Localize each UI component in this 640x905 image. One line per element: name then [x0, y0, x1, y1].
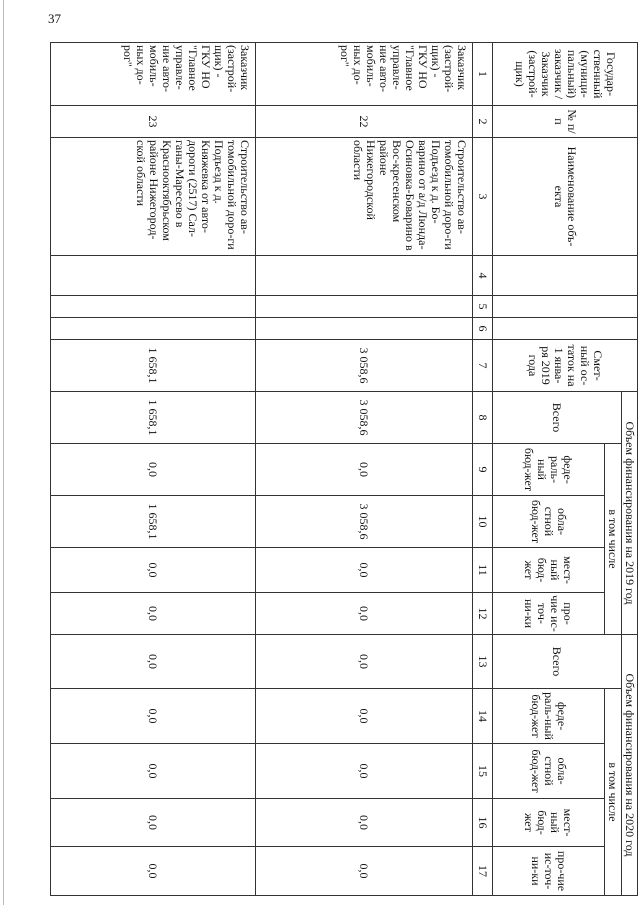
cell-regional-2019: 3 058,6: [255, 496, 472, 548]
col-number: 7: [473, 340, 492, 392]
table-row: [255, 43, 472, 896]
col-number: 17: [473, 847, 492, 896]
cell-local-2019: 0,0: [255, 548, 472, 593]
col-number: 13: [473, 635, 492, 689]
header-ownership: [492, 296, 637, 318]
col-number: 8: [473, 392, 492, 444]
header-incl-2019: в том числе: [605, 444, 621, 635]
cell-federal-2020: 0,0: [51, 689, 256, 744]
col-number: 3: [473, 138, 492, 256]
col-number: 4: [473, 256, 492, 296]
header-district: [492, 256, 637, 296]
header-fin-2019: Объем финансирования на 2019 год: [621, 392, 637, 635]
header-row-1: [621, 43, 637, 896]
cell-district: [255, 256, 472, 296]
col-number: 15: [473, 744, 492, 799]
header-years: [492, 318, 637, 340]
cell-federal-2019: 0,0: [255, 444, 472, 496]
header-other-2020: про-чие ис-точ-ни-ки: [492, 847, 605, 896]
cell-total-2020: 0,0: [255, 635, 472, 689]
rotated-table-container: [50, 42, 638, 895]
cell-num: 23: [51, 106, 256, 138]
cell-total-2019: 3 058,6: [255, 392, 472, 444]
page-number: 37: [48, 11, 61, 26]
financing-table: [50, 42, 638, 896]
cell-num: 22: [255, 106, 472, 138]
col-number: 10: [473, 496, 492, 548]
header-object-name: Наименование объ-екта: [492, 138, 637, 256]
cell-local-2019: 0,0: [51, 548, 256, 593]
cell-object-name: Строительство ав-томобильной доро-ги Подъезд к д. Бо-варино от а/д Люнда-Осиновка-Боварино в Вос-кресенском районе Нижегородской области: [255, 138, 472, 256]
cell-local-2020: 0,0: [51, 799, 256, 847]
cell-other-2019: 0,0: [51, 593, 256, 635]
cell-other-2020: 0,0: [255, 847, 472, 896]
header-federal-2020: феде-раль-ный бюд-жет: [492, 689, 605, 744]
cell-customer: Заказчик (застрой-щик) - ГКУ НО "Главное управле-ние авто-мобиль-ных до-рог": [51, 43, 256, 106]
header-local-2020: мест-ный бюд-жет: [492, 799, 605, 847]
cell-other-2020: 0,0: [51, 847, 256, 896]
header-total-2019: Всего: [492, 392, 621, 444]
col-number: 11: [473, 548, 492, 593]
cell-federal-2020: 0,0: [255, 689, 472, 744]
cell-regional-2019: 1 658,1: [51, 496, 256, 548]
page-edge-line: [3, 0, 4, 905]
cell-years: [51, 318, 256, 340]
header-federal-2019: феде-раль-ный бюд-жет: [492, 444, 605, 496]
cell-other-2019: 0,0: [255, 593, 472, 635]
cell-object-name: Строительство ав-томобильной доро-ги Подъезд к д. Княжевка от авто-дороги (2517) Сал-ганы-Маресево в Краснооктябрьском районе Нижегород-ской области: [51, 138, 256, 256]
cell-federal-2019: 0,0: [51, 444, 256, 496]
column-number-row: [473, 43, 492, 896]
col-number: 5: [473, 296, 492, 318]
col-number: 14: [473, 689, 492, 744]
header-total-2020: Всего: [492, 635, 621, 689]
header-customer: Государ-ственный (муници-пальный) заказчик / Заказчик (застрой-щик): [492, 43, 637, 106]
col-number: 1: [473, 43, 492, 106]
header-incl-2020: в том числе: [605, 689, 621, 896]
cell-estimated-rest: 3 058,6: [255, 340, 472, 392]
col-number: 16: [473, 799, 492, 847]
cell-years: [255, 318, 472, 340]
header-regional-2020: обла-стной бюд-жет: [492, 744, 605, 799]
header-local-2019: мест-ный бюд-жет: [492, 548, 605, 593]
col-number: 12: [473, 593, 492, 635]
cell-total-2019: 1 658,1: [51, 392, 256, 444]
table-row: [51, 43, 256, 896]
cell-estimated-rest: 1 658,1: [51, 340, 256, 392]
cell-district: [51, 256, 256, 296]
cell-total-2020: 0,0: [51, 635, 256, 689]
header-regional-2019: обла-стной бюд-жет: [492, 496, 605, 548]
cell-regional-2020: 0,0: [51, 744, 256, 799]
col-number: 9: [473, 444, 492, 496]
cell-local-2020: 0,0: [255, 799, 472, 847]
cell-regional-2020: 0,0: [255, 744, 472, 799]
cell-ownership: [255, 296, 472, 318]
col-number: 6: [473, 318, 492, 340]
header-fin-2020: Объем финансирования на 2020 год: [621, 635, 637, 896]
cell-customer: Заказчик (застрой-щик) - ГКУ НО "Главное управле-ние авто-мобиль-ных до-рог": [255, 43, 472, 106]
header-estimated-rest: Смет-ный ос-таток на 1 янва-ря 2019 года: [492, 340, 637, 392]
col-number: 2: [473, 106, 492, 138]
header-num: № п/п: [492, 106, 637, 138]
cell-ownership: [51, 296, 256, 318]
header-other-2019: про-чие ис-точ-ни-ки: [492, 593, 605, 635]
